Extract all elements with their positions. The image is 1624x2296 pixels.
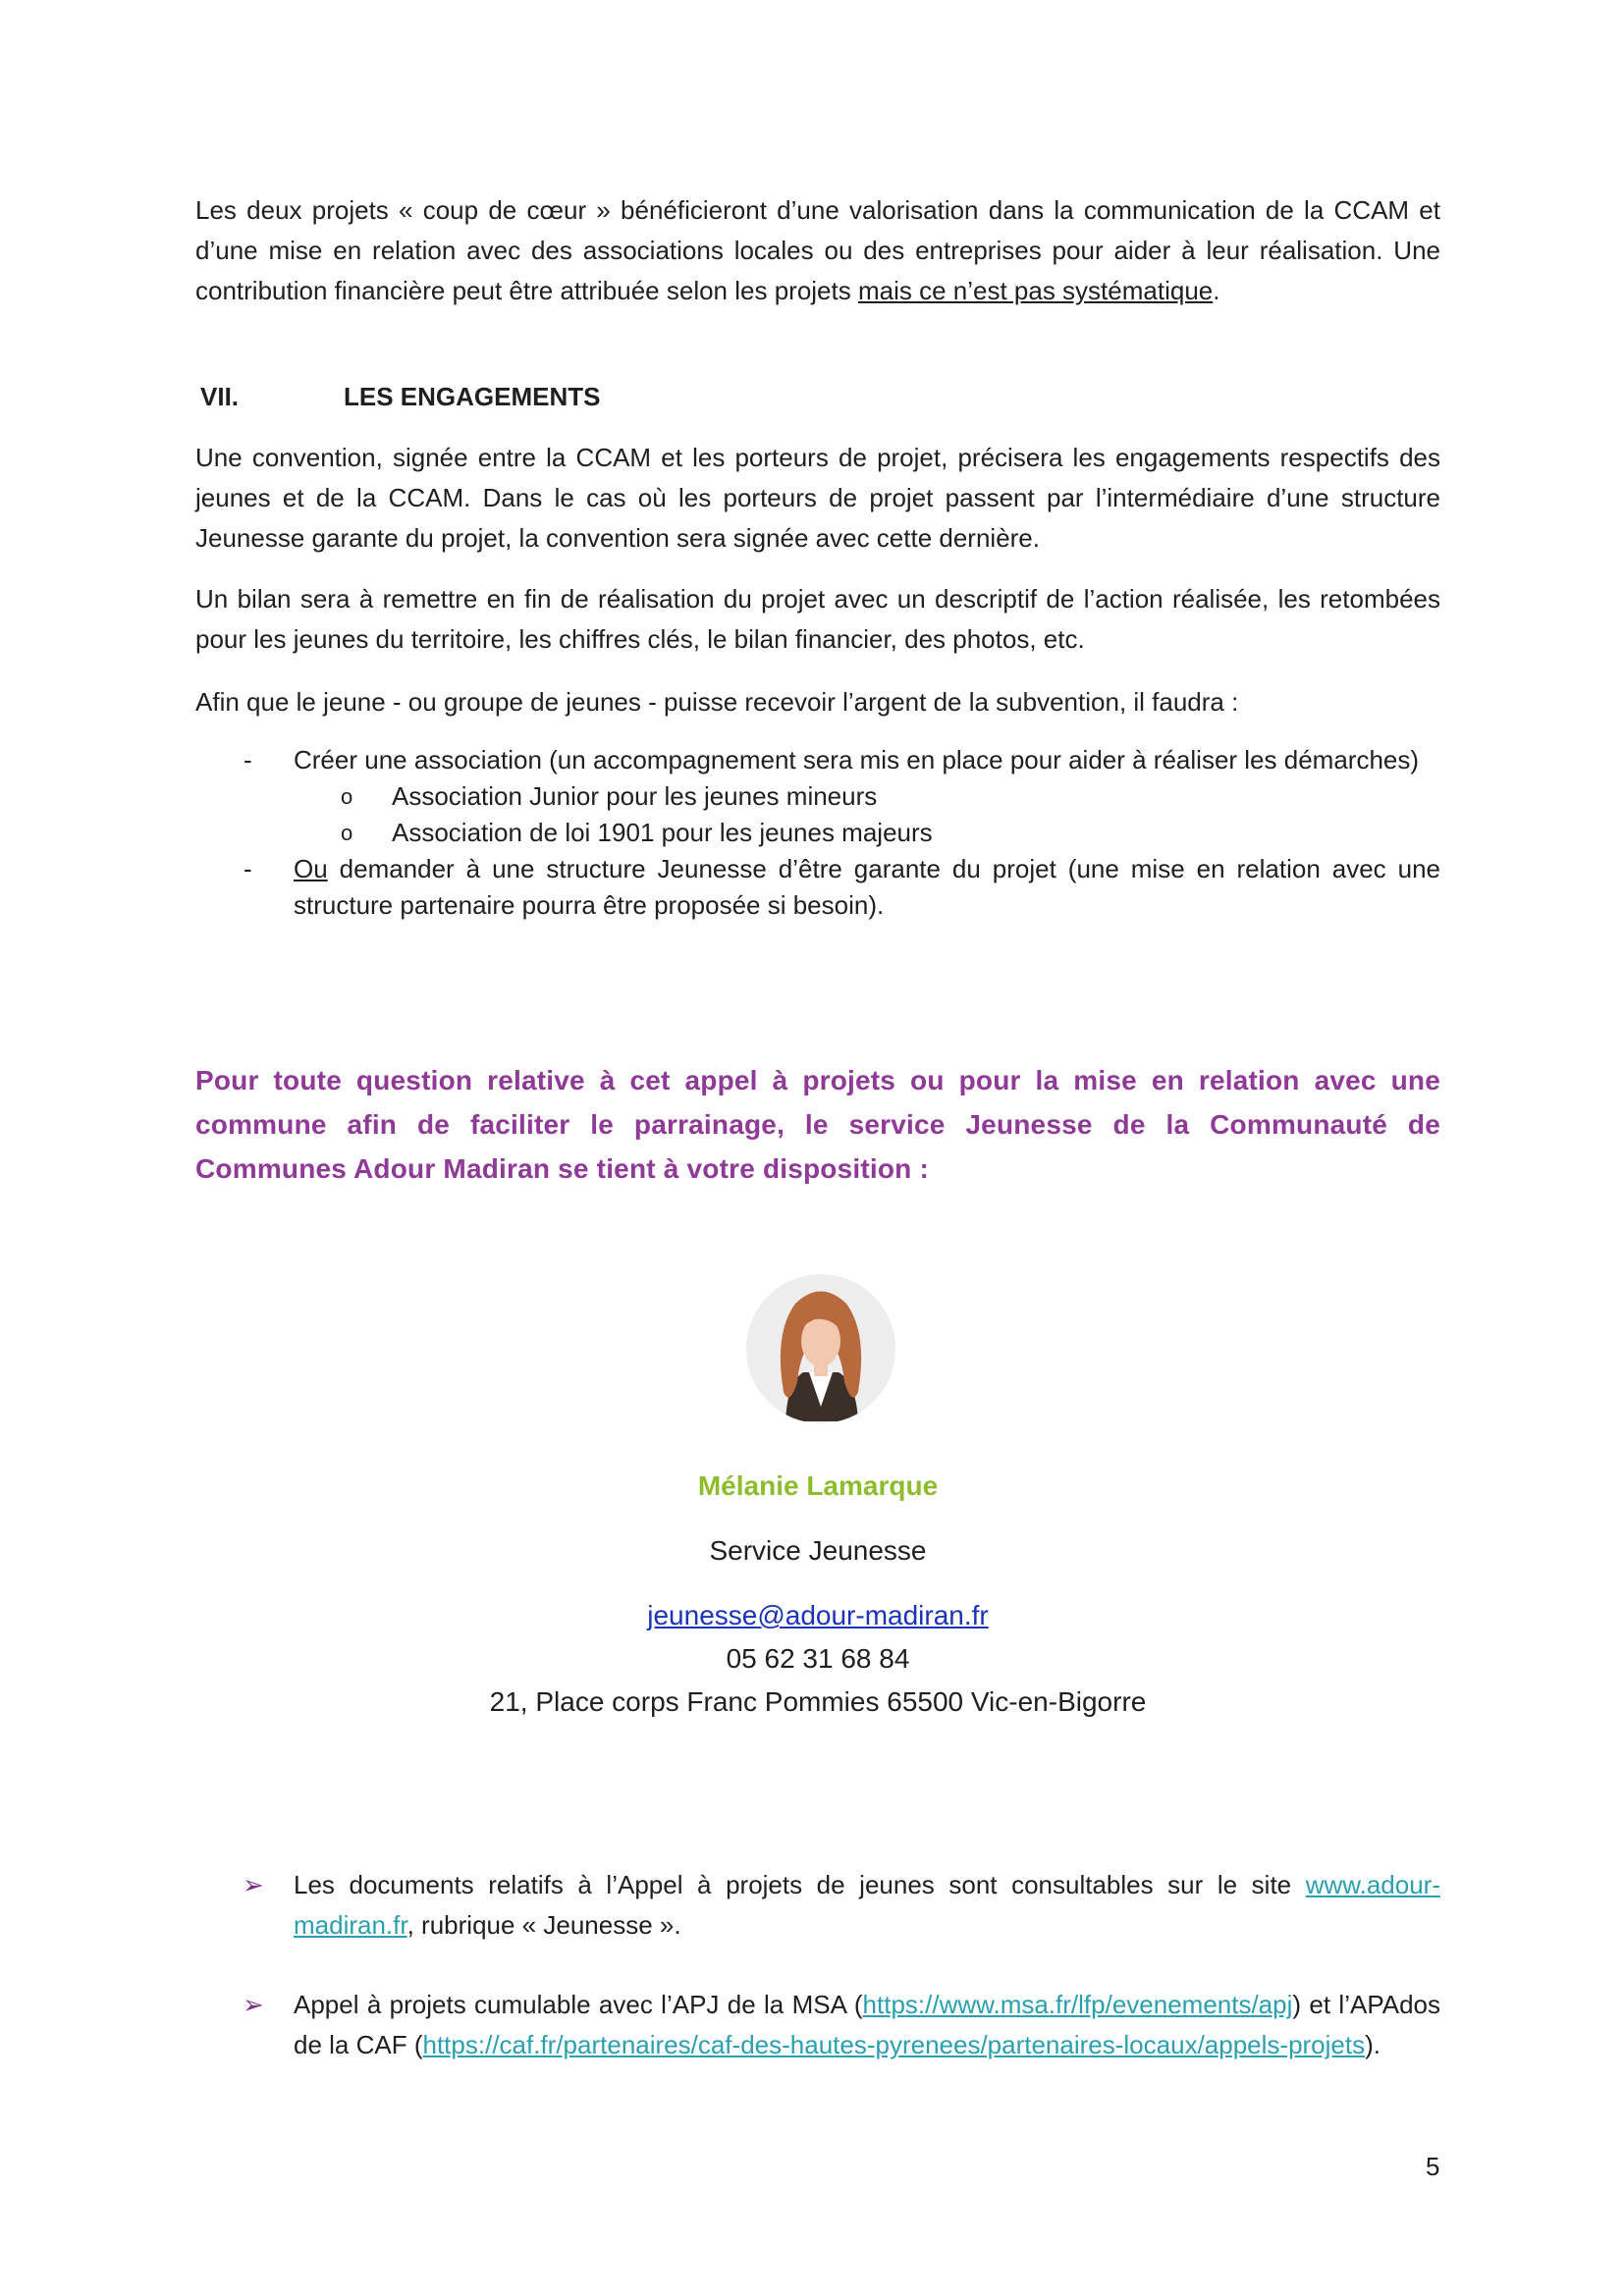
sub-list-item-text: Association Junior pour les jeunes mineurs xyxy=(392,781,878,811)
note-text: ) et l’APAdos de la CAF ( xyxy=(294,1990,1440,2059)
list-item-text: Créer une association (un accompagnement sera mis en place pour aider à réaliser les démarches) xyxy=(294,745,1420,774)
avatar xyxy=(746,1274,895,1423)
contact-service: Service Jeunesse xyxy=(709,1535,927,1566)
woman-portrait-icon xyxy=(746,1274,895,1423)
note-item xyxy=(195,1865,1440,1946)
list-item xyxy=(195,851,1440,924)
contact-service-block xyxy=(195,1529,1440,1573)
page-number: 5 xyxy=(1426,2152,1440,2181)
note-text: Les documents relatifs à l’Appel à projets de jeunes sont consultables sur le site xyxy=(294,1870,1306,1899)
contact-details xyxy=(195,1594,1440,1724)
intro-end: . xyxy=(1213,276,1220,305)
contact-name: Mélanie Lamarque xyxy=(697,1470,939,1501)
paragraph-convention: Une convention, signée entre la CCAM et les porteurs de projet, précisera les engagements respectifs des jeunes et de la CCAM. Dans le cas où les porteurs de projet passent par l’intermédiaire d’une structure Jeunesse garante du projet, la convention sera signée avec cette dernière. xyxy=(195,443,1440,553)
website-link[interactable]: www.adour-madiran.fr xyxy=(294,1870,1440,1940)
section-title: LES ENGAGEMENTS xyxy=(344,382,601,411)
paragraph-bilan: Un bilan sera à remettre en fin de réalisation du projet avec un descriptif de l’action réalisée, les retombées pour les jeunes du territoire, les chiffres clés, le bilan financier, des photos, etc. xyxy=(195,584,1440,654)
contact-phone: 05 62 31 68 84 xyxy=(726,1643,910,1674)
caf-link[interactable]: https://caf.fr/partenaires/caf-des-hautes-pyrenees/partenaires-locaux/appels-projets xyxy=(422,2030,1366,2059)
arrow-bullet-icon: ➢ xyxy=(243,1870,264,1899)
intro-text: Les deux projets « coup de cœur » bénéficieront d’une valorisation dans la communication de la CCAM et d’une mise en relation avec des associations locales ou des entreprises pour aider à leur réalisation. Une contribution financière peut être attribuée selon les projets xyxy=(195,195,1440,305)
msa-link[interactable]: https://www.msa.fr/lfp/evenements/apj xyxy=(862,1990,1293,2019)
circle-bullet: o xyxy=(341,821,353,845)
requirements-list xyxy=(195,742,1440,924)
note-text: ). xyxy=(1365,2030,1380,2059)
intro-paragraph xyxy=(195,190,1440,311)
intro-underlined: mais ce n’est pas systématique xyxy=(857,276,1214,305)
contact-address: 21, Place corps Franc Pommies 65500 Vic-en-Bigorre xyxy=(489,1686,1147,1717)
sub-list-item xyxy=(195,815,1440,851)
list-item-underlined: Ou xyxy=(294,854,328,883)
dash-bullet: - xyxy=(244,745,252,774)
section-heading xyxy=(200,377,600,417)
notes-list xyxy=(195,1865,1440,2065)
note-item xyxy=(195,1985,1440,2065)
list-item-text: demander à une structure Jeunesse d’être garante du projet (une mise en relation avec une structure partenaire pourra être proposée si besoin). xyxy=(294,854,1440,920)
sub-list-item-text: Association de loi 1901 pour les jeunes majeurs xyxy=(392,818,933,847)
dash-bullet: - xyxy=(244,854,252,883)
note-text: Appel à projets cumulable avec l’APJ de la MSA ( xyxy=(294,1990,863,2019)
arrow-bullet-icon: ➢ xyxy=(243,1990,264,2019)
list-item xyxy=(195,742,1440,778)
contact-callout: Pour toute question relative à cet appel à projets ou pour la mise en relation avec une commune afin de faciliter le parrainage, le service Jeunesse de la Communauté de Communes Adour Madiran se tient à votre disposition : xyxy=(195,1065,1440,1184)
email-link[interactable]: jeunesse@adour-madiran.fr xyxy=(647,1600,989,1630)
section-number: VII. xyxy=(200,382,240,411)
contact-name-block xyxy=(195,1465,1440,1508)
circle-bullet: o xyxy=(341,784,353,809)
sub-list-item xyxy=(195,778,1440,815)
paragraph-subvention: Afin que le jeune - ou groupe de jeunes - puisse recevoir l’argent de la subvention, il faudra : xyxy=(195,687,1239,717)
note-text: , rubrique « Jeunesse ». xyxy=(406,1910,681,1940)
